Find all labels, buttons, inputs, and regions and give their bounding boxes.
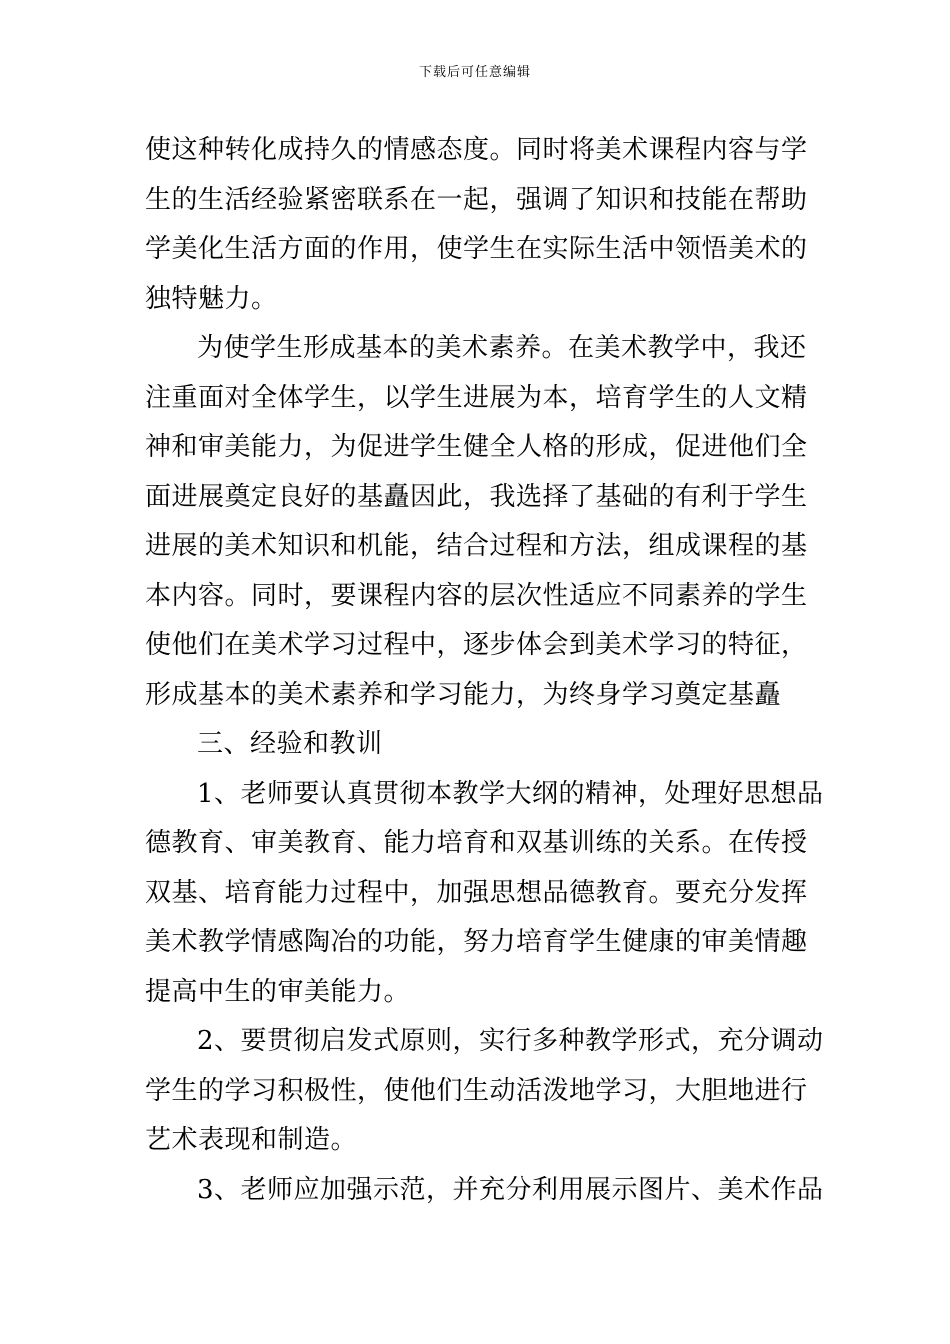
section-heading: 三、经验和教训 xyxy=(197,729,383,759)
text-line: 使他们在美术学习过程中，逐步体会到美术学习的特征， xyxy=(145,630,808,660)
text-line: 美术教学情感陶冶的功能，努力培育学生健康的审美情趣 xyxy=(145,927,808,957)
text-line: 学生的学习积极性，使他们生动活泼地学习，大胆地进行 xyxy=(145,1075,808,1106)
text-line: 艺术表现和制造。 xyxy=(145,1125,358,1155)
text-line: 独特魅力。 xyxy=(145,283,278,314)
text-line: 使这种转化成持久的情感态度。同时将美术课程内容与学 xyxy=(145,135,808,165)
text-line: 形成基本的美术素养和学习能力，为终身学习奠定基矗 xyxy=(145,679,782,710)
text-line: 学美化生活方面的作用，使学生在实际生活中领悟美术的 xyxy=(145,234,808,264)
text-line: 本内容。同时，要课程内容的层次性适应不同素养的学生 xyxy=(145,580,808,611)
text-line: 双基、培育能力过程中，加强思想品德教育。要充分发挥 xyxy=(145,877,808,908)
paragraph-start-line: 3、老师应加强示范，并充分利用展示图片、美术作品 xyxy=(197,1174,824,1205)
text-line: 提高中生的审美能力。 xyxy=(145,976,411,1007)
document-body xyxy=(145,126,824,1215)
text-line: 注重面对全体学生，以学生进展为本，培育学生的人文精 xyxy=(145,382,808,413)
page-header: 下载后可任意编辑 xyxy=(418,65,531,80)
text-line: 面进展奠定良好的基矗因此，我选择了基础的有利于学生 xyxy=(145,481,808,512)
paragraph-start-line: 2、要贯彻启发式原则，实行多种教学形式，充分调动 xyxy=(197,1026,824,1056)
paragraph-start-line: 为使学生形成基本的美术素养。在美术教学中，我还 xyxy=(197,333,807,363)
paragraph-start-line: 1、老师要认真贯彻本教学大纲的精神，处理好思想品 xyxy=(197,778,824,809)
text-line: 进展的美术知识和机能，结合过程和方法，组成课程的基 xyxy=(145,531,808,561)
text-line: 神和审美能力，为促进学生健全人格的形成，促进他们全 xyxy=(145,432,808,462)
text-line: 德教育、审美教育、能力培育和双基训练的关系。在传授 xyxy=(145,828,808,858)
text-line: 生的生活经验紧密联系在一起，强调了知识和技能在帮助 xyxy=(145,184,808,215)
